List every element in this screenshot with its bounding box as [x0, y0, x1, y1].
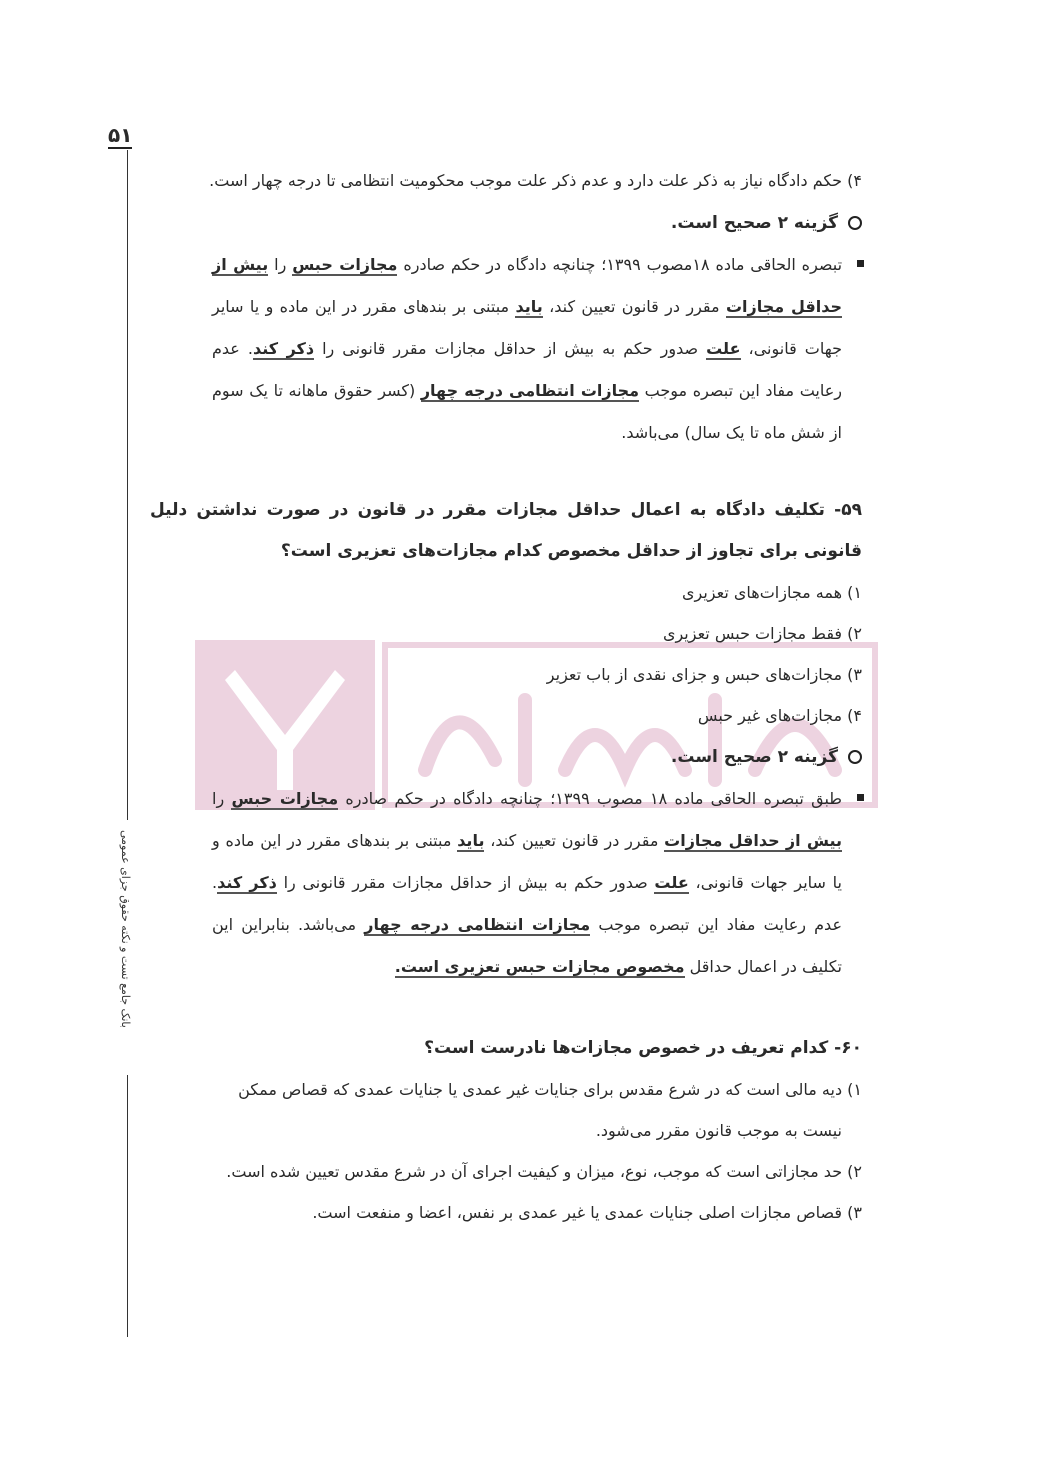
ring-icon: [848, 216, 862, 230]
exp2-emphasis: ذکر کند: [217, 873, 277, 892]
exp1-text: صدور حکم به بیش از حداقل مجازات مقرر قانونی را: [314, 339, 707, 358]
exp2-emphasis: مخصوص مجازات حبس تعزیری است.: [394, 957, 685, 976]
question-59-option-4: ۴) مجازات‌های غیر حبس: [697, 706, 862, 725]
exp2-text: می‌باشد. بنابراین این تکلیف در اعمال حداقل: [212, 915, 842, 976]
exp1-text: (کسر حقوق ماهانه تا یک سوم از شش ماه تا یک سال) می‌باشد.: [212, 381, 842, 442]
exp2-emphasis: علت: [654, 873, 689, 892]
page-number: ۵۱: [108, 123, 133, 147]
answer-text-2: گزینه ۲ صحیح است.: [670, 747, 838, 767]
answer-text-1: گزینه ۲ صحیح است.: [670, 213, 838, 233]
ring-icon: [848, 750, 862, 764]
square-bullet-icon: [857, 260, 864, 267]
question-60-option-1-line-2: نیست به موجب قانون مقرر می‌شود.: [595, 1121, 842, 1140]
answer-heading-2: [150, 736, 862, 778]
exp1-text: تبصره الحاقی ماده ۱۸مصوب ۱۳۹۹؛ چنانچه دادگاه در حکم صادره: [397, 255, 843, 274]
question-59-option-1: ۱) همه مجازات‌های تعزیری: [681, 583, 862, 602]
margin-rule-bottom: [127, 1075, 128, 1337]
exp1-emphasis: بیش از حداقل مجازات: [212, 255, 843, 316]
question-60-option-3: ۳) قصاص مجازات اصلی جنایات عمدی یا غیر عمدی بر نفس، اعضا و منفعت است.: [312, 1203, 862, 1222]
exp2-text: صدور حکم به بیش از حداقل مجازات مقرر قانونی را: [276, 873, 655, 892]
exp1-text: . عدم رعایت مفاد این تبصره موجب: [212, 339, 843, 400]
exp2-emphasis: باید: [457, 831, 485, 850]
question-60-option-1: [150, 1069, 862, 1151]
exp1-text: مبتنی بر بندهای مقرر در این ماده و یا سایر جهات قانونی،: [212, 297, 842, 358]
margin-rule-top: [127, 150, 128, 820]
exp2-emphasis: بیش از حداقل مجازات: [664, 831, 843, 850]
question-59-option-3: ۳) مجازات‌های حبس و جزای نقدی از باب تعزیر: [546, 665, 862, 684]
question-60-option-2: ۲) حد مجازاتی است که موجب، نوع، میزان و کیفیت اجرای آن در شرع مقدس تعیین شده است.: [226, 1162, 862, 1181]
answer-heading-1: [150, 202, 862, 244]
exp2-emphasis: مجازات انتظامی درجه چهار: [364, 915, 591, 934]
exp2-text: طبق تبصره الحاقی ماده ۱۸ مصوب ۱۳۹۹؛ چنانچه دادگاه در حکم صادره: [338, 789, 842, 808]
explanation-1: [212, 244, 842, 454]
exp2-text: مبتنی بر بندهای مقرر در این ماده و یا سایر جهات قانونی،: [212, 831, 842, 892]
previous-option-4: ۴) حکم دادگاه نیاز به ذکر علت دارد و عدم ذکر علت موجب محکومیت انتظامی تا درجه چهار است.: [209, 171, 862, 190]
exp1-text: مقرر در قانون تعیین کند،: [542, 297, 726, 316]
exp2-text: . عدم رعایت مفاد این تبصره موجب: [212, 873, 842, 934]
question-59-option-2: ۲) فقط مجازات حبس تعزیری: [662, 624, 862, 643]
exp2-text: مقرر در قانون تعیین کند،: [484, 831, 665, 850]
exp1-emphasis: ذکر کند: [252, 339, 315, 358]
page-content: [150, 160, 862, 1233]
exp1-emphasis: مجازات انتظامی درجه چهار: [420, 381, 640, 400]
question-60-option-1-line-1: ۱) دیه مالی است که در شرع مقدس برای جنایات غیر عمدی یا جنایات عمدی که قصاص ممکن: [238, 1080, 862, 1099]
side-caption-text: بانک جامع تست و نکته حقوق جزای عمومی: [119, 830, 132, 1028]
exp1-emphasis: مجازات حبس: [292, 255, 398, 274]
explanation-2: [212, 778, 842, 988]
question-59-title: ۵۹- تکلیف دادگاه به اعمال حداقل مجازات مقرر در قانون در صورت نداشتن دلیل قانونی برای تجاوز از حداقل مخصوص کدام مجازات‌های تعزیری است؟: [150, 500, 862, 561]
question-60-title: ۶۰- کدام تعریف در خصوص مجازات‌ها نادرست است؟: [424, 1038, 862, 1058]
exp2-emphasis: مجازات حبس: [231, 789, 339, 808]
exp1-emphasis: علت: [706, 339, 741, 358]
exp2-text: را: [212, 789, 232, 808]
square-bullet-icon: [857, 794, 864, 801]
exp1-text: را: [268, 255, 293, 274]
exp1-emphasis: باید: [515, 297, 543, 316]
